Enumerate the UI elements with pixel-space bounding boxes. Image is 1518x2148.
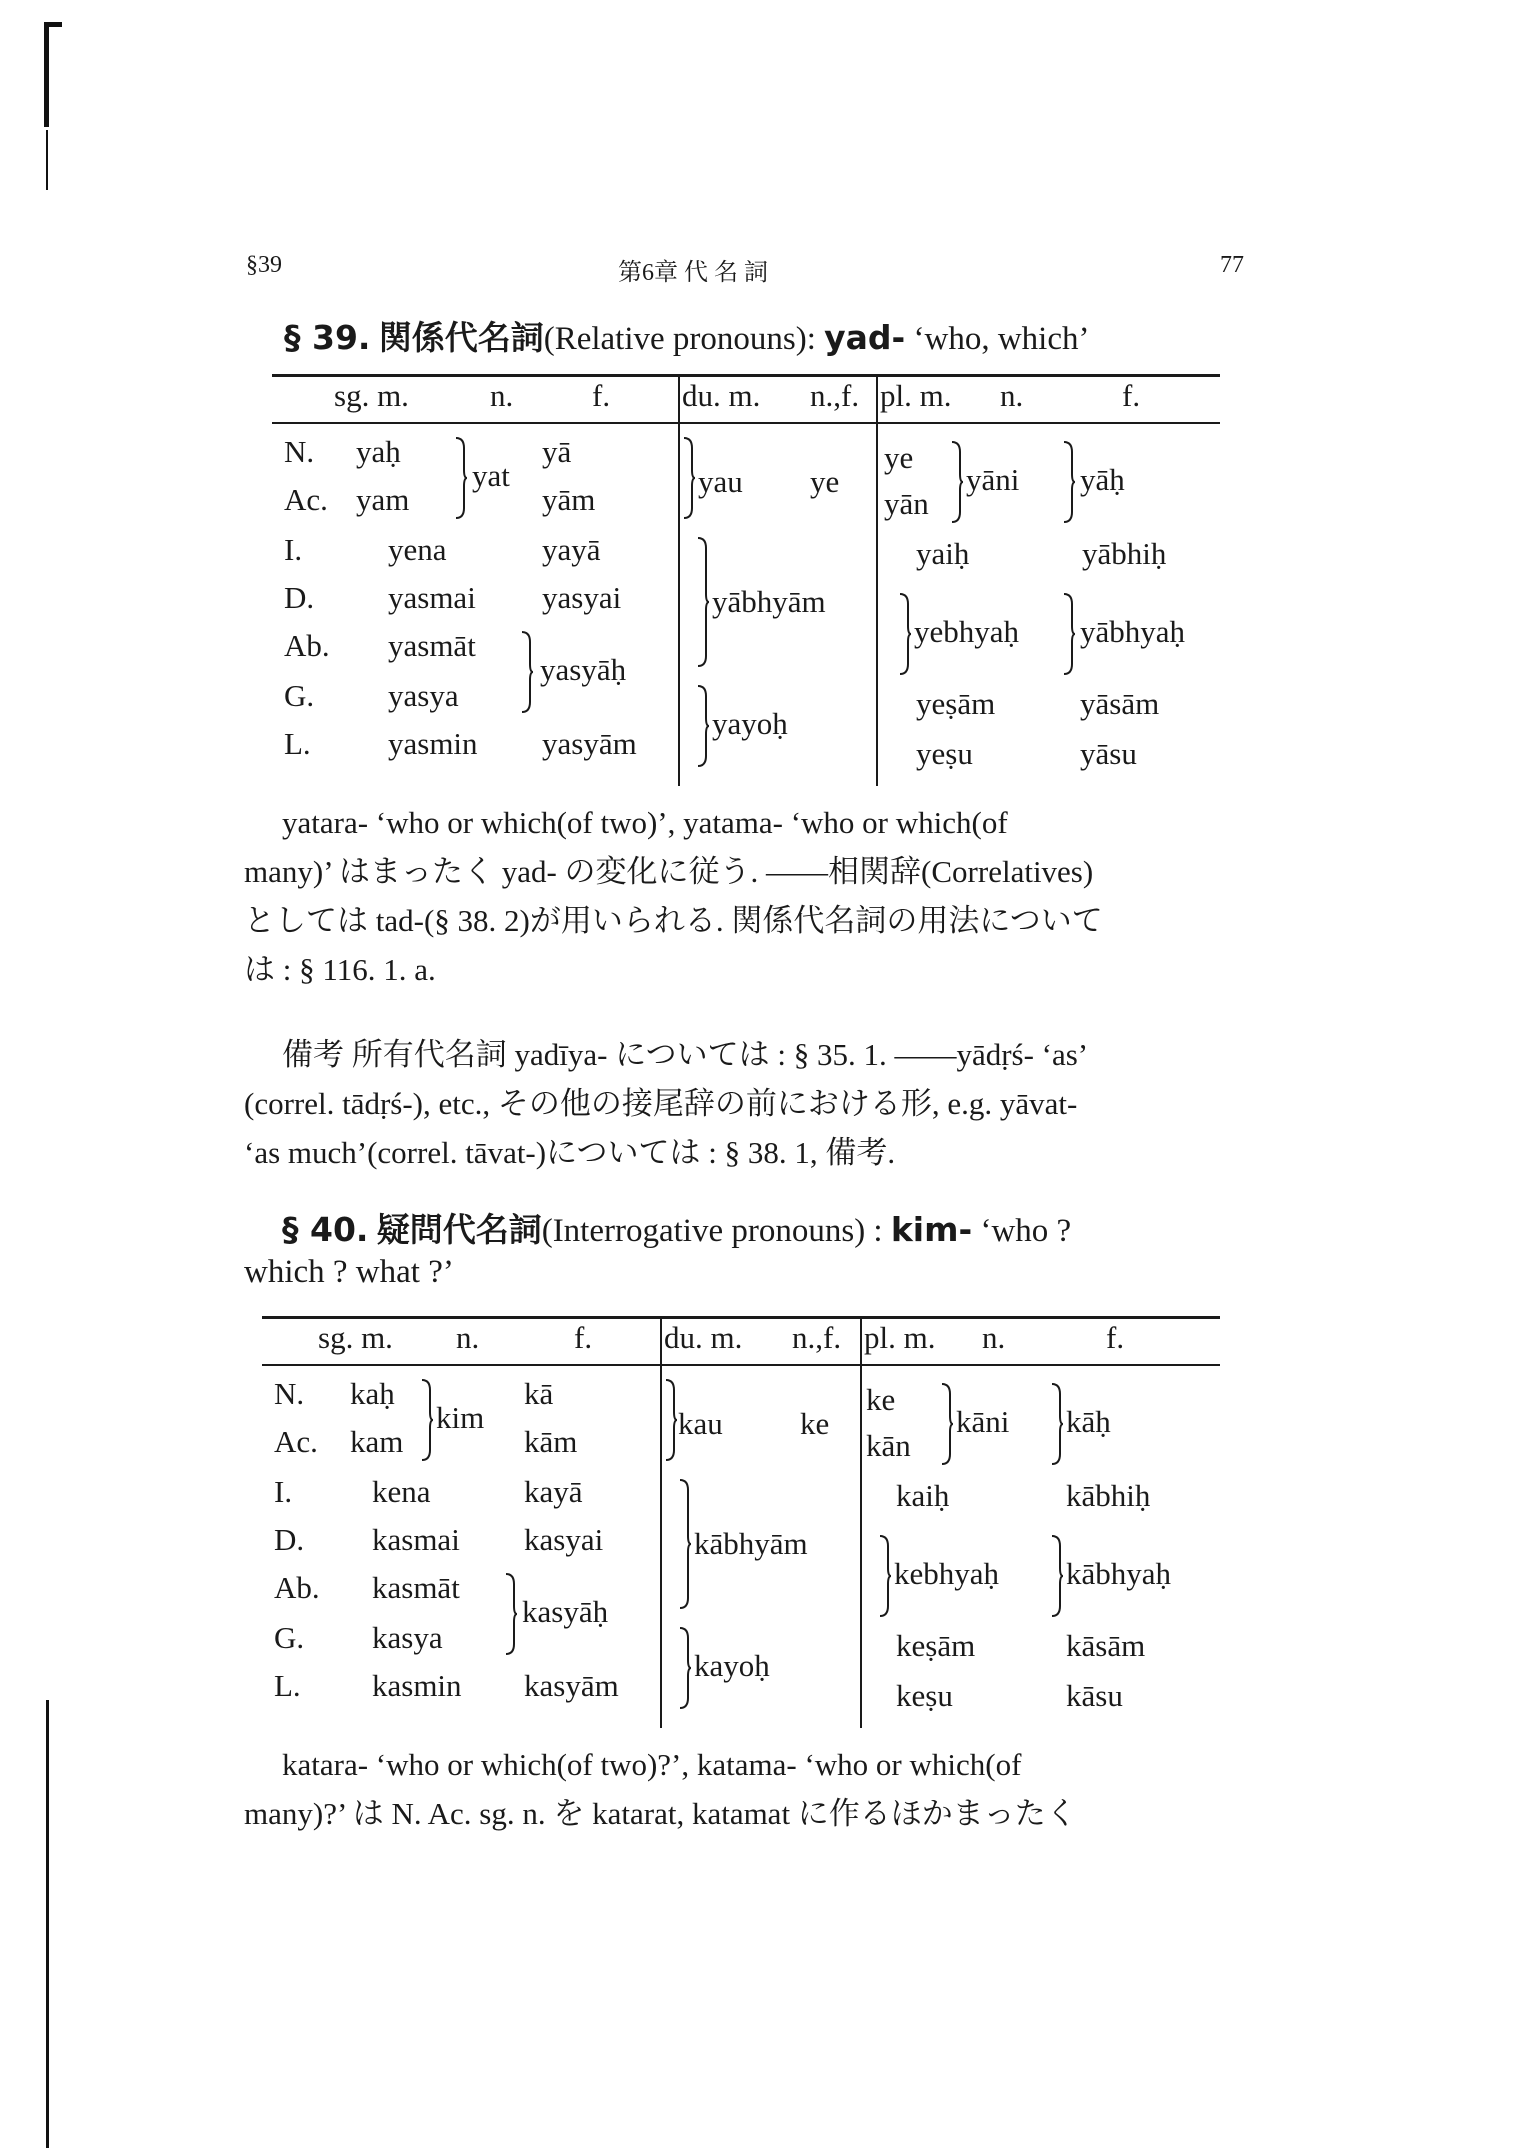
text-line: yatara- ‘who or which(of two)’, yatama- ‘who or which(of [282, 805, 1008, 840]
col-header: n. [490, 378, 514, 413]
sg-f-form: yayā [542, 532, 601, 567]
section-number: § 40. [282, 1210, 369, 1249]
pl-f-form: yāsu [1080, 736, 1137, 771]
pl-m-form: ye [884, 440, 914, 475]
case-label: Ab. [284, 628, 330, 663]
section-40-title-cont: which ? what ?’ [244, 1254, 454, 1290]
gloss: ‘who ? [972, 1213, 1072, 1249]
col-header: sg. m. [318, 1320, 393, 1355]
sg-f-form: yasyām [542, 726, 637, 761]
pl-m-form: keṣu [896, 1678, 953, 1713]
sg-f-form: kā [524, 1376, 554, 1411]
col-header: n. [982, 1320, 1006, 1355]
pl-f-form: yābhyaḥ [1080, 614, 1186, 649]
sg-m-form: kasmin [372, 1668, 462, 1703]
text-line: (correl. tādṛś-), etc., その他の接尾辞の前における形, e.g. yāvat- [244, 1086, 1078, 1121]
section-title-en: (Relative pronouns): [543, 321, 825, 357]
pl-m-form: kebhyaḥ [894, 1556, 1000, 1591]
sg-m-form: yam [356, 482, 410, 517]
sg-f-form: yasyāḥ [540, 652, 627, 687]
scan-edge-mark [46, 1700, 49, 2148]
pl-m-form: yān [884, 486, 929, 521]
col-header: n.,f. [810, 378, 860, 413]
du-form: ye [810, 464, 840, 499]
col-header: f. [1122, 378, 1141, 413]
gloss: ‘who, which’ [905, 321, 1090, 357]
pl-m-form: yebhyaḥ [914, 614, 1020, 649]
pl-f-form: kābhiḥ [1066, 1478, 1151, 1513]
sg-m-form: kam [350, 1424, 404, 1459]
sg-f-form: kasyai [524, 1522, 604, 1557]
case-label: L. [284, 726, 311, 761]
col-header: f. [574, 1320, 593, 1355]
du-form: yayoḥ [712, 706, 788, 741]
sg-m-form: kasmai [372, 1522, 460, 1557]
pl-m-form: yaiḥ [916, 536, 970, 571]
text-line: many)?’ は N. Ac. sg. n. を katarat, katamat に作るほかまったく [244, 1796, 1077, 1831]
case-label: D. [274, 1522, 305, 1557]
pl-m-form: ke [866, 1382, 896, 1417]
du-form: ke [800, 1406, 830, 1441]
section-39-title [284, 312, 1089, 359]
stem: kim- [890, 1210, 973, 1249]
scan-edge-mark [44, 22, 49, 127]
page-number: 77 [1220, 252, 1244, 278]
case-label: I. [274, 1474, 293, 1509]
case-label: G. [284, 678, 315, 713]
paragraph-remark [244, 1030, 1244, 1177]
text-line: many)’ はまったく yad- の変化に従う. ——相関辞(Correlatives) [244, 854, 1094, 889]
pl-n-form: kāni [956, 1404, 1010, 1439]
paragraph-katara [244, 1740, 1244, 1838]
pl-m-form: keṣām [896, 1628, 976, 1663]
col-header: f. [1106, 1320, 1125, 1355]
sg-f-form: kām [524, 1424, 578, 1459]
pl-m-form: yeṣu [916, 736, 973, 771]
text-line: katara- ‘who or which(of two)?’, katama- ‘who or which(of [282, 1747, 1022, 1782]
sg-m-form: yasmai [388, 580, 476, 615]
pl-f-form: yāḥ [1080, 462, 1125, 497]
paragraph-yatara [244, 798, 1244, 994]
stem: yad- [824, 318, 906, 357]
scan-edge-mark [46, 130, 48, 190]
text-line: ‘as much’(correl. tāvat-)については : § 38. 1, 備考. [244, 1135, 896, 1170]
sg-m-form: yasmāt [388, 628, 476, 663]
case-label: Ac. [274, 1424, 318, 1459]
sg-m-form: yena [388, 532, 447, 567]
sg-f-form: kasyāḥ [522, 1594, 609, 1629]
sg-n-form: yat [472, 458, 510, 493]
sg-m-form: yasmin [388, 726, 478, 761]
sg-m-form: kasya [372, 1620, 443, 1655]
sg-m-form: kena [372, 1474, 431, 1509]
case-label: N. [284, 434, 315, 469]
pl-m-form: kān [866, 1428, 911, 1463]
col-header: n.,f. [792, 1320, 842, 1355]
du-form: yābhyām [712, 584, 826, 619]
pl-f-form: kāsām [1066, 1628, 1146, 1663]
sg-f-form: kasyām [524, 1668, 619, 1703]
pl-f-form: kāsu [1066, 1678, 1123, 1713]
col-header: pl. m. [864, 1320, 936, 1355]
text-line: は : § 116. 1. a. [244, 952, 436, 987]
du-form: kayoḥ [694, 1648, 770, 1683]
col-header: pl. m. [880, 378, 952, 413]
du-form: kābhyām [694, 1526, 808, 1561]
sg-m-form: kaḥ [350, 1376, 395, 1411]
case-label: N. [274, 1376, 305, 1411]
case-label: Ab. [274, 1570, 320, 1605]
col-header: n. [1000, 378, 1024, 413]
pl-f-form: yāsām [1080, 686, 1160, 721]
section-title-jp: 疑問代名詞 [376, 1210, 542, 1249]
sg-m-form: kasmāt [372, 1570, 460, 1605]
col-header: f. [592, 378, 611, 413]
col-header: n. [456, 1320, 480, 1355]
header-section-ref: §39 [246, 252, 282, 278]
pl-m-form: yeṣām [916, 686, 996, 721]
case-label: G. [274, 1620, 305, 1655]
section-title-jp: 関係代名詞 [378, 318, 544, 357]
text-line: としては tad-(§ 38. 2)が用いられる. 関係代名詞の用法について [244, 903, 1103, 938]
pl-n-form: yāni [966, 462, 1020, 497]
du-form: kau [678, 1406, 723, 1441]
header-chapter-title: 第6章 代 名 詞 [618, 260, 768, 286]
sg-f-form: yasyai [542, 580, 622, 615]
section-number: § 39. [284, 318, 371, 357]
col-header: du. m. [664, 1320, 743, 1355]
pl-f-form: yābhiḥ [1082, 536, 1167, 571]
section-40-title [282, 1204, 1071, 1251]
du-form: yau [698, 464, 743, 499]
case-label: I. [284, 532, 303, 567]
section-title-en: (Interrogative pronouns) : [541, 1213, 891, 1249]
case-label: L. [274, 1668, 301, 1703]
pl-m-form: kaiḥ [896, 1478, 950, 1513]
sg-m-form: yaḥ [356, 434, 401, 469]
pl-f-form: kābhyaḥ [1066, 1556, 1172, 1591]
sg-n-form: kim [436, 1400, 485, 1435]
sg-m-form: yasya [388, 678, 459, 713]
sg-f-form: kayā [524, 1474, 583, 1509]
scan-edge-mark [44, 22, 62, 27]
case-label: D. [284, 580, 315, 615]
text-line: 備考 所有代名詞 yadīya- については : § 35. 1. ——yādṛś- ‘as’ [282, 1037, 1089, 1072]
case-label: Ac. [284, 482, 328, 517]
col-header: sg. m. [334, 378, 409, 413]
sg-f-form: yā [542, 434, 572, 469]
pl-f-form: kāḥ [1066, 1404, 1111, 1439]
col-header: du. m. [682, 378, 761, 413]
sg-f-form: yām [542, 482, 596, 517]
